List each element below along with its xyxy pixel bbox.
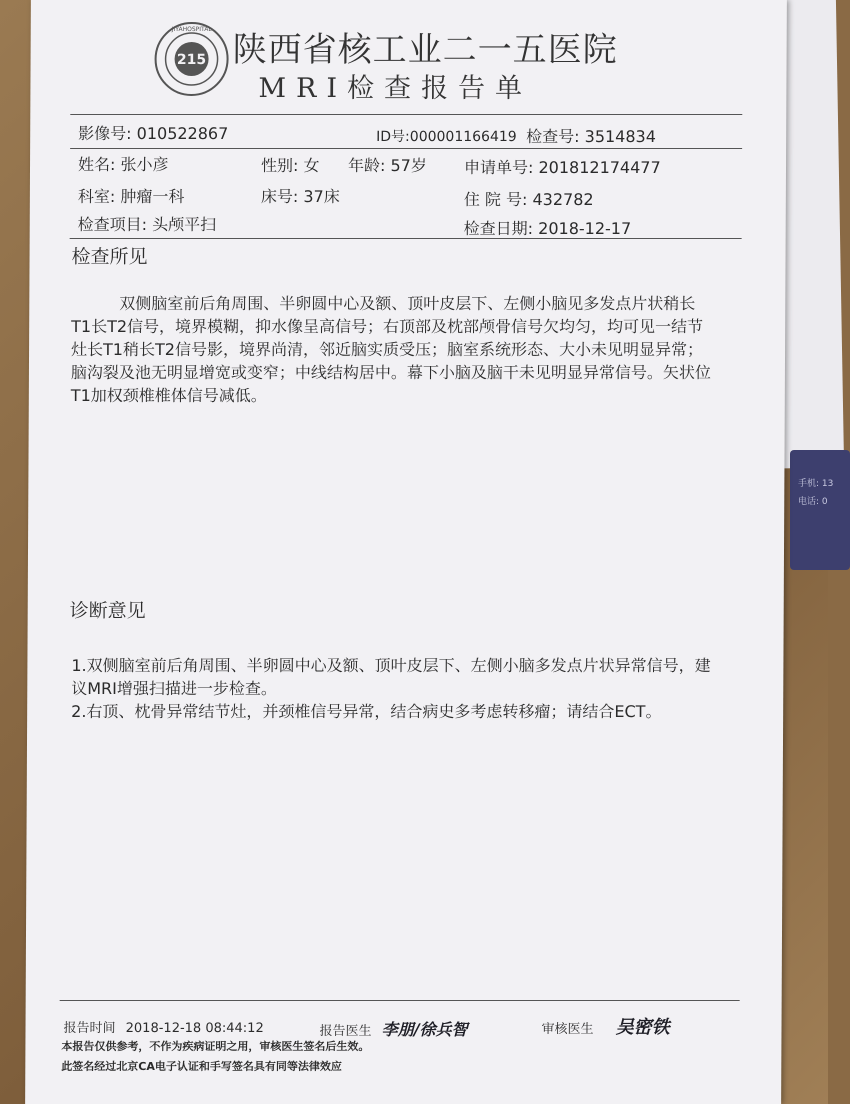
patient-id-label: ID号:: [376, 129, 410, 145]
exam-date-value: 2018-12-17: [538, 219, 632, 238]
department: [78, 184, 185, 207]
exam-item-value: 头颅平扫: [152, 215, 217, 234]
divider-top: [70, 114, 742, 115]
disclaimer-note: 本报告仅供参考，不作为疾病证明之用，审核医生签名后生效。: [61, 1040, 370, 1053]
report-time-label: 报告时间: [63, 1021, 116, 1036]
image-no-value: 010522867: [136, 124, 229, 143]
bed-no-label: 床号:: [260, 187, 299, 206]
department-label: 科室:: [77, 187, 116, 206]
report-time: [63, 1017, 263, 1036]
report-sheet: [25, 0, 787, 1104]
divider-footer: [60, 1000, 740, 1001]
diagnosis-line-1: 1.双侧脑室前后角周围、半卵圆中心及额、顶叶皮层下、左侧小脑多发点片状异常信号，建议MRI增强扫描进一步检查。: [71, 656, 711, 698]
patient-age: [348, 153, 427, 176]
report-time-value: 2018-12-18 08:44:12: [125, 1021, 264, 1036]
inpatient-no-value: 432782: [532, 190, 594, 209]
exam-date: [464, 216, 632, 239]
exam-date-label: 检查日期:: [463, 219, 534, 238]
image-no: [78, 121, 228, 144]
card-line-1: 手机: 13: [798, 479, 834, 489]
diagnosis-line-2: 2.右顶、枕骨异常结节灶，并颈椎信号异常，结合病史多考虑转移瘤；请结合ECT。: [71, 702, 662, 721]
reporter: [319, 1017, 467, 1040]
hospital-name: 陕西省核工业二一五医院: [232, 30, 618, 70]
reporter-label: 报告医生: [319, 1024, 372, 1039]
findings-title: 检查所见: [71, 246, 148, 268]
underlying-business-card: [790, 450, 850, 570]
report-title: MRI检查报告单: [258, 73, 533, 104]
request-no-label: 申请单号:: [463, 158, 534, 177]
patient-name-value: 张小彦: [120, 155, 169, 174]
svg-text:JIYAHOSPITAL: JIYAHOSPITAL: [171, 26, 212, 33]
divider-2: [70, 238, 742, 239]
hospital-logo-icon: [152, 20, 230, 98]
patient-name-label: 姓名:: [77, 155, 116, 174]
svg-text:215: 215: [176, 52, 207, 68]
exam-no: [526, 124, 656, 147]
bed-no: [261, 184, 340, 207]
exam-no-value: 3514834: [584, 127, 656, 146]
image-no-label: 影像号:: [78, 124, 132, 143]
signature-note: 此签名经过北京CA电子认证和手写签名具有同等法律效应: [61, 1060, 342, 1073]
patient-id-value: 000001166419: [409, 129, 517, 145]
inpatient-no: [464, 187, 594, 210]
patient-age-label: 年龄:: [347, 156, 386, 175]
reviewer-label: 审核医生: [541, 1022, 594, 1037]
reporter-signature: 李朋/徐兵智: [381, 1020, 468, 1039]
patient-sex-value: 女: [303, 156, 320, 175]
reviewer: [541, 1013, 669, 1039]
request-no: [464, 155, 661, 178]
department-value: 肿瘤一科: [120, 187, 185, 206]
reviewer-signature: 吴密铁: [615, 1017, 670, 1038]
divider-1: [70, 148, 742, 149]
exam-no-label: 检查号:: [526, 127, 580, 146]
card-line-2: 电话: 0: [798, 497, 828, 507]
exam-item: [78, 212, 217, 235]
patient-age-value: 57岁: [390, 156, 427, 175]
patient-id: [376, 126, 517, 146]
patient-sex: [261, 153, 320, 176]
inpatient-no-label: 住 院 号:: [463, 190, 528, 209]
patient-name: [78, 152, 169, 175]
bed-no-value: 37床: [303, 187, 340, 206]
exam-item-label: 检查项目:: [77, 215, 148, 234]
patient-sex-label: 性别:: [260, 156, 299, 175]
request-no-value: 201812174477: [538, 158, 661, 177]
diagnosis-title: 诊断意见: [69, 600, 146, 622]
findings-text: 双侧脑室前后角周围、半卵圆中心及额、顶叶皮层下、左侧小脑见多发点片状稍长T1长T2信号，境界模糊，抑水像呈高信号；右顶部及枕部颅骨信号欠均匀，均可见一结节灶长T1稍长T2信号影，境界尚清，邻近脑实质受压；脑室系统形态、大小未见明显异常；脑沟裂及池无明显增宽或变窄；中线结构居中。幕下小脑及脑干未见明显异常信号。矢状位T1加权颈椎椎体信号减低。: [70, 294, 712, 405]
